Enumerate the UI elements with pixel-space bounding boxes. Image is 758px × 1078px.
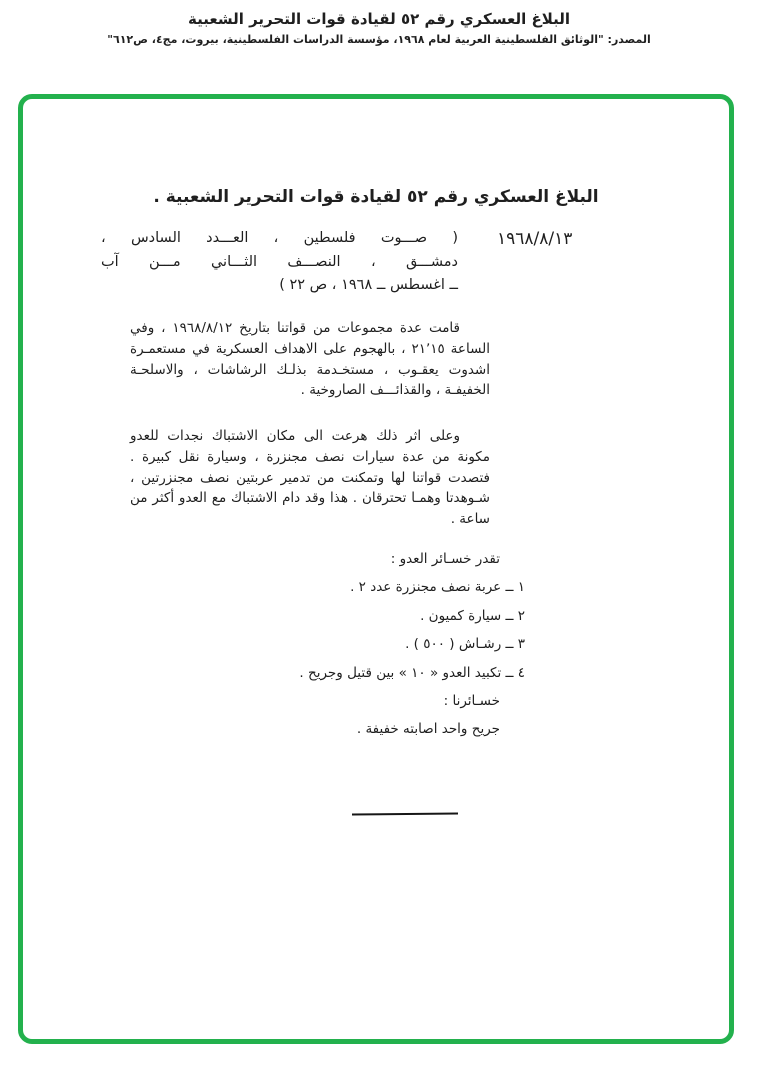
- communique-paragraph-1: قامت عدة مجموعات من قواتنا بتاريخ ١٩٦٨/٨/١٢ ، وفي الساعة ٢١٬١٥ ، بالهجوم على الاهداف العسكرية في مستعمـرة اشدوت يعقـوب ، مستخـدمة بذلـك الرشاشات ، والاسلحـة الخفيفـة ، والقذائـــف الصاروخية .: [130, 320, 490, 399]
- losses-section: [195, 545, 525, 744]
- document-frame: [18, 94, 734, 1044]
- our-losses-heading: خسـائرنا :: [443, 692, 500, 709]
- page-header: [0, 8, 758, 48]
- communique-date: ١٩٦٨/٨/١٣: [497, 229, 573, 249]
- enemy-losses-heading: تقدر خسـائر العدو :: [390, 551, 500, 567]
- citation-line-2: دمشـــق ، النصـــف الثـــاني مـــن آب: [101, 253, 458, 270]
- enemy-loss-item-4: ٤ ــ تكبيد العدو « ١٠ » بين قتيل وجريح .: [299, 664, 525, 681]
- citation-line-1: ( صـــوت فلسطين ، العـــدد السادس ،: [101, 230, 458, 246]
- enemy-loss-item-2: ٢ ــ سيارة كميون .: [420, 607, 525, 624]
- page-header-title: البلاغ العسكري رقم ٥٢ لقيادة قوات التحرير الشعبية: [188, 10, 570, 28]
- enemy-loss-item-3: ٣ ــ رشـاش ( ٥٠٠ ) .: [405, 636, 525, 653]
- our-losses-detail: جريح واحد اصابته خفيفة .: [356, 721, 500, 738]
- communique-paragraph-2: وعلى اثر ذلك هرعت الى مكان الاشتباك نجدات للعدو مكونة من عدة سيارات نصف مجنزرة ، وسيارة نقل كبيرة . فتصدت قواتنا لها وتمكنت من تدمير عربتين نصف مجنزرتين ، شـوهدتا وهمـا تحترقان . هذا وقد دام الاشتباك مع العدو أكثر من ساعة .: [130, 428, 490, 528]
- page-header-source-line: المصدر: "الوثائق الفلسطينية العربية لعام ١٩٦٨، مؤسسة الدراسات الفلسطينية، بيروت، مج٤، ص٦١٢": [107, 33, 651, 46]
- publication-citation: [101, 227, 458, 298]
- enemy-loss-item-1: ١ ــ عربة نصف مجنزرة عدد ٢ .: [350, 579, 525, 596]
- citation-line-3: ــ اغسطس ــ ١٩٦٨ ، ص ٢٢ ): [279, 277, 458, 293]
- closing-divider-rule: [352, 812, 458, 815]
- communique-title: البلاغ العسكري رقم ٥٢ لقيادة قوات التحرير الشعبية .: [153, 187, 599, 207]
- document-page: [23, 99, 729, 1039]
